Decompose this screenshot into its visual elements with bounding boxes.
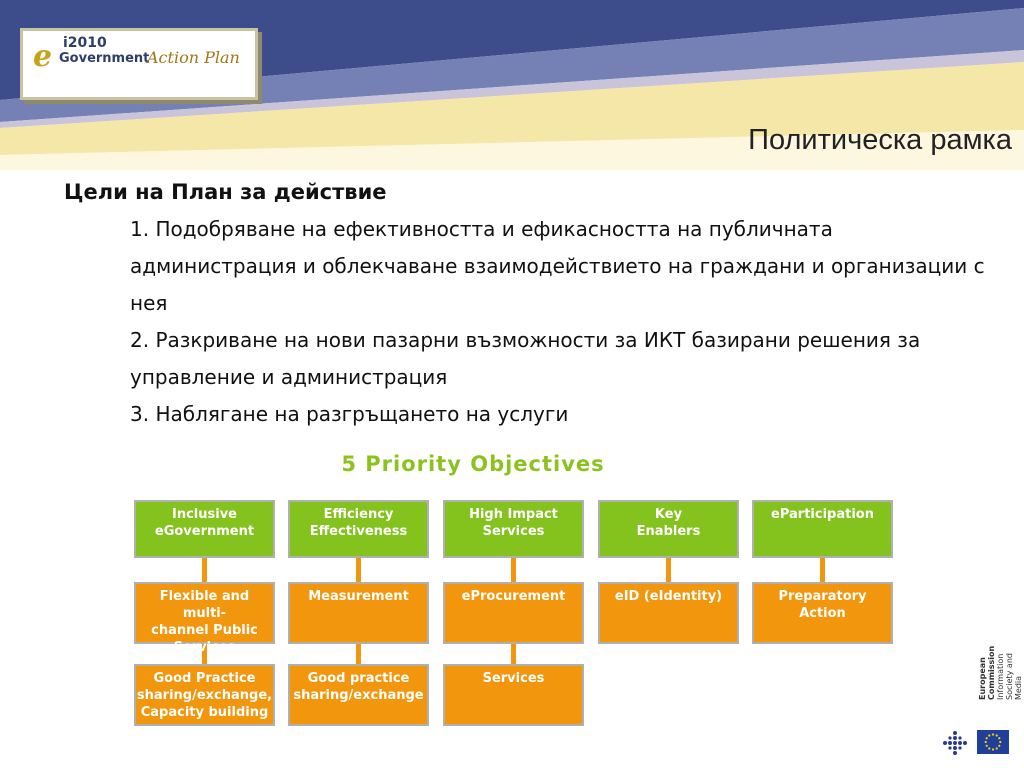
logo-action-plan: Action Plan — [147, 48, 240, 67]
connector — [356, 558, 361, 584]
action-box-preparatory-action: Preparatory Action — [752, 582, 893, 644]
logo-e-letter: e — [33, 39, 53, 74]
goal-item-2: 2. Разкриване на нови пазарни възможности за ИКТ базирани решения за управление и администрация — [130, 328, 921, 389]
slide-title: Политическа рамка — [748, 124, 1012, 156]
action-box-eprocurement: eProcurement — [443, 582, 584, 644]
dots-logo-icon — [942, 730, 968, 756]
objective-box-eparticipation: eParticipation — [752, 500, 893, 558]
action-box-services: Services — [443, 664, 584, 726]
connector — [666, 558, 671, 584]
objective-box-key-enablers: Key Enablers — [598, 500, 739, 558]
action-box-measurement: Measurement — [288, 582, 429, 644]
objective-box-inclusive-egovernment: Inclusive eGovernment — [134, 500, 275, 558]
connector — [820, 558, 825, 584]
ec-name: European Commission — [978, 645, 996, 700]
goal-item-1: 1. Подобряване на ефективността и ефикасността на публичната администрация и облекчаване взаимодействието на граждани и организации с нея — [130, 217, 985, 315]
action-box-eid: eID (eIdentity) — [598, 582, 739, 644]
ec-dg: Information Society and Media — [996, 653, 1023, 700]
priority-objectives-title: 5 Priority Objectives — [341, 452, 605, 476]
connector — [202, 558, 207, 584]
eu-flag-icon — [977, 730, 1009, 754]
goals-heading: Цели на План за действие — [64, 180, 387, 204]
ec-label — [978, 634, 1023, 700]
action-box-good-practice-capacity: Good Practice sharing/exchange, Capacity building — [134, 664, 275, 726]
action-box-good-practice: Good practice sharing/exchange — [288, 664, 429, 726]
objective-box-efficiency: Efficiency Effectiveness — [288, 500, 429, 558]
logo-i2010: i2010 — [63, 35, 107, 51]
objective-box-high-impact-services: High Impact Services — [443, 500, 584, 558]
goal-item-3: 3. Наблягане на разгръщането на услуги — [130, 402, 569, 426]
logo-government: Government — [59, 51, 150, 66]
action-box-flexible-services: Flexible and multi- channel Public Services — [134, 582, 275, 644]
egovernment-logo — [20, 28, 258, 100]
connector — [511, 558, 516, 584]
